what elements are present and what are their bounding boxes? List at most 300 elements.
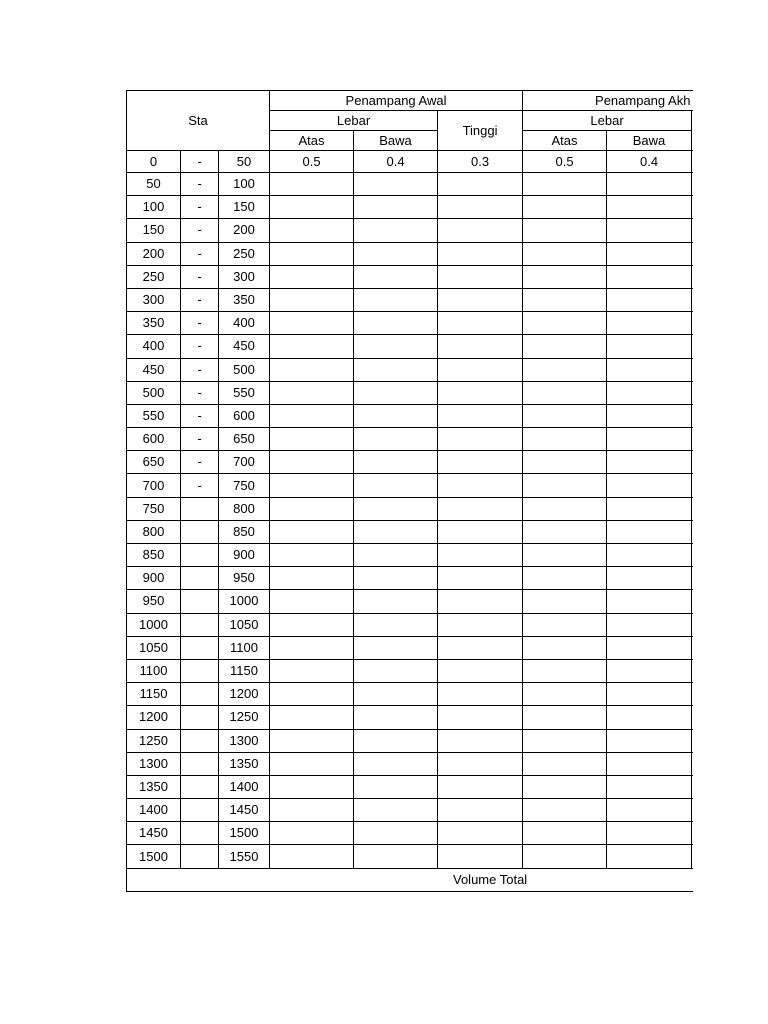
awal-tinggi-cell[interactable] bbox=[438, 706, 523, 729]
awal-bawa-cell[interactable] bbox=[354, 590, 438, 613]
akhir-tinggi-cell[interactable] bbox=[692, 219, 693, 242]
akhir-atas-cell[interactable] bbox=[523, 613, 607, 636]
awal-tinggi-cell[interactable] bbox=[438, 544, 523, 567]
sta-to-cell[interactable]: 600 bbox=[219, 404, 270, 427]
sta-to-cell[interactable]: 750 bbox=[219, 474, 270, 497]
table-row bbox=[127, 335, 694, 358]
sta-separator-cell[interactable] bbox=[181, 590, 219, 613]
akhir-bawa-cell[interactable] bbox=[607, 822, 692, 845]
akhir-bawa-cell[interactable] bbox=[607, 775, 692, 798]
sta-to-cell[interactable]: 300 bbox=[219, 265, 270, 288]
awal-bawa-cell[interactable] bbox=[354, 567, 438, 590]
sta-to-cell[interactable]: 1100 bbox=[219, 636, 270, 659]
table-row bbox=[127, 358, 694, 381]
awal-bawa-cell[interactable] bbox=[354, 335, 438, 358]
sta-separator-cell[interactable] bbox=[181, 822, 219, 845]
awal-tinggi-cell[interactable]: 0.3 bbox=[438, 151, 523, 173]
sta-to-cell[interactable]: 950 bbox=[219, 567, 270, 590]
awal-bawa-cell[interactable] bbox=[354, 404, 438, 427]
sta-from-cell[interactable]: 1100 bbox=[127, 659, 181, 682]
awal-tinggi-cell[interactable] bbox=[438, 404, 523, 427]
sta-separator-cell[interactable]: - bbox=[181, 265, 219, 288]
akhir-atas-cell[interactable] bbox=[523, 775, 607, 798]
awal-lebar-header: Lebar bbox=[270, 111, 438, 131]
akhir-tinggi-cell[interactable] bbox=[692, 242, 693, 265]
sta-to-cell[interactable]: 150 bbox=[219, 196, 270, 219]
akhir-tinggi-cell[interactable] bbox=[692, 706, 693, 729]
akhir-atas-cell[interactable] bbox=[523, 265, 607, 288]
penampang-awal-header: Penampang Awal bbox=[270, 91, 523, 111]
awal-atas-cell[interactable] bbox=[270, 312, 354, 335]
sta-to-cell[interactable]: 700 bbox=[219, 451, 270, 474]
akhir-tinggi-cell[interactable] bbox=[692, 636, 693, 659]
sta-separator-cell[interactable] bbox=[181, 659, 219, 682]
akhir-bawa-cell[interactable] bbox=[607, 613, 692, 636]
akhir-atas-cell[interactable] bbox=[523, 497, 607, 520]
sta-to-cell[interactable]: 1200 bbox=[219, 683, 270, 706]
akhir-bawa-cell[interactable] bbox=[607, 196, 692, 219]
akhir-tinggi-cell[interactable] bbox=[692, 799, 693, 822]
sta-from-cell[interactable]: 650 bbox=[127, 451, 181, 474]
awal-tinggi-cell[interactable] bbox=[438, 474, 523, 497]
awal-tinggi-cell[interactable] bbox=[438, 428, 523, 451]
sta-from-cell[interactable]: 50 bbox=[127, 173, 181, 196]
sta-header: Sta bbox=[127, 91, 270, 151]
akhir-tinggi-cell[interactable] bbox=[692, 497, 693, 520]
akhir-atas-cell[interactable] bbox=[523, 404, 607, 427]
sta-separator-cell[interactable] bbox=[181, 613, 219, 636]
sta-to-cell[interactable]: 350 bbox=[219, 288, 270, 311]
sta-separator-cell[interactable]: - bbox=[181, 451, 219, 474]
akhir-atas-cell[interactable] bbox=[523, 544, 607, 567]
akhir-bawa-cell[interactable] bbox=[607, 219, 692, 242]
akhir-atas-cell[interactable] bbox=[523, 428, 607, 451]
akhir-bawa-cell[interactable]: 0.4 bbox=[607, 151, 692, 173]
akhir-atas-cell[interactable] bbox=[523, 381, 607, 404]
akhir-atas-cell[interactable] bbox=[523, 590, 607, 613]
sta-separator-cell[interactable]: - bbox=[181, 474, 219, 497]
sta-to-cell[interactable]: 250 bbox=[219, 242, 270, 265]
sta-to-cell[interactable]: 450 bbox=[219, 335, 270, 358]
sta-from-cell[interactable]: 1200 bbox=[127, 706, 181, 729]
table-row bbox=[127, 752, 694, 775]
akhir-bawa-cell[interactable] bbox=[607, 265, 692, 288]
table-row bbox=[127, 196, 694, 219]
awal-atas-cell[interactable] bbox=[270, 544, 354, 567]
akhir-atas-cell[interactable] bbox=[523, 729, 607, 752]
sta-separator-cell[interactable]: - bbox=[181, 428, 219, 451]
awal-tinggi-cell[interactable] bbox=[438, 775, 523, 798]
akhir-atas-cell[interactable] bbox=[523, 659, 607, 682]
awal-bawa-cell[interactable] bbox=[354, 219, 438, 242]
akhir-bawa-cell[interactable] bbox=[607, 567, 692, 590]
akhir-bawa-cell[interactable] bbox=[607, 706, 692, 729]
sta-from-cell[interactable]: 100 bbox=[127, 196, 181, 219]
awal-atas-cell[interactable]: 0.5 bbox=[270, 151, 354, 173]
awal-tinggi-cell[interactable] bbox=[438, 590, 523, 613]
awal-atas-cell[interactable] bbox=[270, 799, 354, 822]
awal-atas-cell[interactable] bbox=[270, 474, 354, 497]
sta-from-cell[interactable]: 350 bbox=[127, 312, 181, 335]
sta-separator-cell[interactable]: - bbox=[181, 358, 219, 381]
table-row bbox=[127, 822, 694, 845]
sta-from-cell[interactable]: 1400 bbox=[127, 799, 181, 822]
akhir-bawa-cell[interactable] bbox=[607, 636, 692, 659]
akhir-tinggi-cell[interactable] bbox=[692, 196, 693, 219]
akhir-atas-cell[interactable] bbox=[523, 173, 607, 196]
sta-to-cell[interactable]: 400 bbox=[219, 312, 270, 335]
awal-tinggi-cell[interactable] bbox=[438, 196, 523, 219]
awal-atas-cell[interactable] bbox=[270, 451, 354, 474]
awal-bawa-cell[interactable] bbox=[354, 358, 438, 381]
awal-atas-cell[interactable] bbox=[270, 636, 354, 659]
akhir-tinggi-cell[interactable] bbox=[692, 775, 693, 798]
awal-bawa-cell[interactable] bbox=[354, 775, 438, 798]
awal-atas-cell[interactable] bbox=[270, 219, 354, 242]
sta-to-cell[interactable]: 1000 bbox=[219, 590, 270, 613]
awal-tinggi-cell[interactable] bbox=[438, 659, 523, 682]
sta-separator-cell[interactable] bbox=[181, 683, 219, 706]
awal-atas-cell[interactable] bbox=[270, 520, 354, 543]
akhir-bawa-cell[interactable] bbox=[607, 752, 692, 775]
sta-from-cell[interactable]: 550 bbox=[127, 404, 181, 427]
sta-to-cell[interactable]: 550 bbox=[219, 381, 270, 404]
sta-from-cell[interactable]: 0 bbox=[127, 151, 181, 173]
sta-separator-cell[interactable]: - bbox=[181, 151, 219, 173]
awal-atas-cell[interactable] bbox=[270, 729, 354, 752]
sta-separator-cell[interactable] bbox=[181, 845, 219, 868]
sta-from-cell[interactable]: 1050 bbox=[127, 636, 181, 659]
awal-bawa-cell[interactable] bbox=[354, 520, 438, 543]
sta-to-cell[interactable]: 1450 bbox=[219, 799, 270, 822]
sta-from-cell[interactable]: 750 bbox=[127, 497, 181, 520]
akhir-tinggi-cell[interactable] bbox=[692, 613, 693, 636]
sta-from-cell[interactable]: 600 bbox=[127, 428, 181, 451]
akhir-tinggi-cell[interactable] bbox=[692, 288, 693, 311]
akhir-atas-cell[interactable] bbox=[523, 335, 607, 358]
akhir-tinggi-cell[interactable] bbox=[692, 544, 693, 567]
sta-from-cell[interactable]: 800 bbox=[127, 520, 181, 543]
sta-from-cell[interactable]: 1250 bbox=[127, 729, 181, 752]
awal-atas-cell[interactable] bbox=[270, 404, 354, 427]
awal-bawa-cell[interactable] bbox=[354, 613, 438, 636]
awal-tinggi-cell[interactable] bbox=[438, 173, 523, 196]
awal-bawa-cell[interactable]: 0.4 bbox=[354, 151, 438, 173]
awal-bawa-cell[interactable] bbox=[354, 822, 438, 845]
awal-tinggi-cell[interactable] bbox=[438, 729, 523, 752]
sta-from-cell[interactable]: 1000 bbox=[127, 613, 181, 636]
sta-separator-cell[interactable]: - bbox=[181, 242, 219, 265]
awal-bawa-cell[interactable] bbox=[354, 265, 438, 288]
sta-separator-cell[interactable]: - bbox=[181, 381, 219, 404]
akhir-bawa-cell[interactable] bbox=[607, 381, 692, 404]
akhir-bawa-cell[interactable] bbox=[607, 497, 692, 520]
awal-tinggi-cell[interactable] bbox=[438, 451, 523, 474]
akhir-tinggi-cell[interactable] bbox=[692, 752, 693, 775]
awal-tinggi-cell[interactable] bbox=[438, 822, 523, 845]
awal-bawa-cell[interactable] bbox=[354, 636, 438, 659]
awal-tinggi-cell[interactable] bbox=[438, 799, 523, 822]
akhir-tinggi-cell[interactable] bbox=[692, 822, 693, 845]
akhir-tinggi-cell[interactable] bbox=[692, 659, 693, 682]
sta-from-cell[interactable]: 1150 bbox=[127, 683, 181, 706]
sta-to-cell[interactable]: 1150 bbox=[219, 659, 270, 682]
awal-atas-cell[interactable] bbox=[270, 196, 354, 219]
akhir-atas-cell[interactable] bbox=[523, 567, 607, 590]
akhir-tinggi-cell[interactable] bbox=[692, 173, 693, 196]
awal-tinggi-cell[interactable] bbox=[438, 683, 523, 706]
akhir-tinggi-cell[interactable] bbox=[692, 683, 693, 706]
sta-from-cell[interactable]: 300 bbox=[127, 288, 181, 311]
sta-separator-cell[interactable] bbox=[181, 775, 219, 798]
awal-tinggi-cell[interactable] bbox=[438, 752, 523, 775]
table-row bbox=[127, 265, 694, 288]
sta-from-cell[interactable]: 850 bbox=[127, 544, 181, 567]
awal-bawa-cell[interactable] bbox=[354, 544, 438, 567]
awal-tinggi-cell[interactable] bbox=[438, 265, 523, 288]
sta-to-cell[interactable]: 100 bbox=[219, 173, 270, 196]
sta-to-cell[interactable]: 650 bbox=[219, 428, 270, 451]
awal-tinggi-cell[interactable] bbox=[438, 613, 523, 636]
akhir-atas-cell[interactable] bbox=[523, 288, 607, 311]
awal-bawa-cell[interactable] bbox=[354, 288, 438, 311]
akhir-atas-cell[interactable] bbox=[523, 451, 607, 474]
sta-to-cell[interactable]: 1350 bbox=[219, 752, 270, 775]
awal-atas-cell[interactable] bbox=[270, 428, 354, 451]
akhir-bawa-cell[interactable] bbox=[607, 451, 692, 474]
akhir-bawa-cell[interactable] bbox=[607, 335, 692, 358]
sta-separator-cell[interactable] bbox=[181, 497, 219, 520]
sta-to-cell[interactable]: 1550 bbox=[219, 845, 270, 868]
awal-atas-cell[interactable] bbox=[270, 845, 354, 868]
awal-atas-cell[interactable] bbox=[270, 613, 354, 636]
awal-atas-cell[interactable] bbox=[270, 358, 354, 381]
awal-bawa-cell[interactable] bbox=[354, 451, 438, 474]
akhir-bawa-cell[interactable] bbox=[607, 428, 692, 451]
sta-to-cell[interactable]: 850 bbox=[219, 520, 270, 543]
sta-separator-cell[interactable]: - bbox=[181, 335, 219, 358]
akhir-tinggi-cell[interactable] bbox=[692, 845, 693, 868]
sta-to-cell[interactable]: 1050 bbox=[219, 613, 270, 636]
sta-separator-cell[interactable] bbox=[181, 752, 219, 775]
sta-from-cell[interactable]: 1450 bbox=[127, 822, 181, 845]
sta-from-cell[interactable]: 950 bbox=[127, 590, 181, 613]
awal-atas-cell[interactable] bbox=[270, 335, 354, 358]
akhir-bawa-cell[interactable] bbox=[607, 474, 692, 497]
sta-separator-cell[interactable] bbox=[181, 520, 219, 543]
akhir-atas-cell[interactable] bbox=[523, 520, 607, 543]
akhir-bawa-cell[interactable] bbox=[607, 659, 692, 682]
akhir-atas-cell[interactable] bbox=[523, 822, 607, 845]
sta-separator-cell[interactable] bbox=[181, 636, 219, 659]
awal-atas-cell[interactable] bbox=[270, 567, 354, 590]
akhir-atas-cell[interactable] bbox=[523, 683, 607, 706]
sta-separator-cell[interactable]: - bbox=[181, 288, 219, 311]
awal-tinggi-cell[interactable] bbox=[438, 845, 523, 868]
akhir-atas-cell[interactable] bbox=[523, 242, 607, 265]
sta-from-cell[interactable]: 150 bbox=[127, 219, 181, 242]
table-row bbox=[127, 381, 694, 404]
sta-separator-cell[interactable] bbox=[181, 729, 219, 752]
awal-tinggi-cell[interactable] bbox=[438, 288, 523, 311]
sta-separator-cell[interactable] bbox=[181, 567, 219, 590]
sta-from-cell[interactable]: 200 bbox=[127, 242, 181, 265]
sta-to-cell[interactable]: 1300 bbox=[219, 729, 270, 752]
akhir-tinggi-cell[interactable] bbox=[692, 451, 693, 474]
awal-atas-cell[interactable] bbox=[270, 775, 354, 798]
awal-atas-cell[interactable] bbox=[270, 288, 354, 311]
table-row bbox=[127, 567, 694, 590]
akhir-atas-cell[interactable] bbox=[523, 358, 607, 381]
awal-bawa-cell[interactable] bbox=[354, 428, 438, 451]
sta-from-cell[interactable]: 1350 bbox=[127, 775, 181, 798]
awal-atas-cell[interactable] bbox=[270, 659, 354, 682]
sta-from-cell[interactable]: 250 bbox=[127, 265, 181, 288]
sta-to-cell[interactable]: 1500 bbox=[219, 822, 270, 845]
table-row bbox=[127, 451, 694, 474]
akhir-atas-cell[interactable] bbox=[523, 312, 607, 335]
akhir-tinggi-cell[interactable] bbox=[692, 335, 693, 358]
awal-tinggi-cell[interactable] bbox=[438, 381, 523, 404]
sta-to-cell[interactable]: 1400 bbox=[219, 775, 270, 798]
awal-atas-cell[interactable] bbox=[270, 242, 354, 265]
awal-bawa-cell[interactable] bbox=[354, 659, 438, 682]
awal-tinggi-cell[interactable] bbox=[438, 567, 523, 590]
sta-separator-cell[interactable]: - bbox=[181, 219, 219, 242]
awal-bawa-cell[interactable] bbox=[354, 729, 438, 752]
sta-separator-cell[interactable] bbox=[181, 706, 219, 729]
akhir-bawa-cell[interactable] bbox=[607, 799, 692, 822]
table-row bbox=[127, 242, 694, 265]
awal-atas-header: Atas bbox=[270, 131, 354, 151]
awal-bawa-cell[interactable] bbox=[354, 381, 438, 404]
akhir-atas-cell[interactable]: 0.5 bbox=[523, 151, 607, 173]
awal-tinggi-cell[interactable] bbox=[438, 636, 523, 659]
awal-tinggi-cell[interactable] bbox=[438, 335, 523, 358]
akhir-tinggi-cell[interactable] bbox=[692, 520, 693, 543]
table-row bbox=[127, 799, 694, 822]
akhir-atas-cell[interactable] bbox=[523, 752, 607, 775]
sheet-viewport bbox=[126, 90, 693, 900]
akhir-bawa-cell[interactable] bbox=[607, 544, 692, 567]
akhir-tinggi-cell[interactable] bbox=[692, 428, 693, 451]
akhir-tinggi-cell[interactable] bbox=[692, 590, 693, 613]
awal-atas-cell[interactable] bbox=[270, 822, 354, 845]
akhir-tinggi-cell[interactable] bbox=[692, 312, 693, 335]
akhir-bawa-cell[interactable] bbox=[607, 845, 692, 868]
akhir-atas-cell[interactable] bbox=[523, 636, 607, 659]
awal-atas-cell[interactable] bbox=[270, 497, 354, 520]
akhir-atas-cell[interactable] bbox=[523, 706, 607, 729]
akhir-bawa-header: Bawa bbox=[607, 131, 692, 151]
sta-to-cell[interactable]: 1250 bbox=[219, 706, 270, 729]
akhir-tinggi-cell[interactable] bbox=[692, 567, 693, 590]
awal-bawa-cell[interactable] bbox=[354, 242, 438, 265]
akhir-atas-cell[interactable] bbox=[523, 219, 607, 242]
sta-separator-cell[interactable]: - bbox=[181, 173, 219, 196]
sta-to-cell[interactable]: 500 bbox=[219, 358, 270, 381]
akhir-tinggi-cell[interactable] bbox=[692, 151, 693, 173]
awal-bawa-cell[interactable] bbox=[354, 312, 438, 335]
akhir-bawa-cell[interactable] bbox=[607, 358, 692, 381]
akhir-bawa-cell[interactable] bbox=[607, 288, 692, 311]
akhir-atas-cell[interactable] bbox=[523, 845, 607, 868]
sta-separator-cell[interactable]: - bbox=[181, 404, 219, 427]
sta-separator-cell[interactable]: - bbox=[181, 196, 219, 219]
sta-to-cell[interactable]: 200 bbox=[219, 219, 270, 242]
sta-from-cell[interactable]: 450 bbox=[127, 358, 181, 381]
table-row bbox=[127, 544, 694, 567]
sta-separator-cell[interactable] bbox=[181, 799, 219, 822]
akhir-bawa-cell[interactable] bbox=[607, 404, 692, 427]
akhir-bawa-cell[interactable] bbox=[607, 242, 692, 265]
akhir-bawa-cell[interactable] bbox=[607, 590, 692, 613]
awal-atas-cell[interactable] bbox=[270, 590, 354, 613]
awal-atas-cell[interactable] bbox=[270, 381, 354, 404]
awal-tinggi-cell[interactable] bbox=[438, 242, 523, 265]
awal-tinggi-cell[interactable] bbox=[438, 219, 523, 242]
sta-from-cell[interactable]: 900 bbox=[127, 567, 181, 590]
awal-tinggi-cell[interactable] bbox=[438, 358, 523, 381]
akhir-tinggi-cell[interactable] bbox=[692, 265, 693, 288]
akhir-bawa-cell[interactable] bbox=[607, 173, 692, 196]
awal-atas-cell[interactable] bbox=[270, 173, 354, 196]
awal-bawa-cell[interactable] bbox=[354, 173, 438, 196]
awal-atas-cell[interactable] bbox=[270, 752, 354, 775]
akhir-atas-cell[interactable] bbox=[523, 474, 607, 497]
sta-separator-cell[interactable]: - bbox=[181, 312, 219, 335]
awal-bawa-cell[interactable] bbox=[354, 196, 438, 219]
akhir-atas-cell[interactable] bbox=[523, 196, 607, 219]
sta-to-cell[interactable]: 800 bbox=[219, 497, 270, 520]
awal-atas-cell[interactable] bbox=[270, 683, 354, 706]
awal-bawa-cell[interactable] bbox=[354, 474, 438, 497]
sta-from-cell[interactable]: 1300 bbox=[127, 752, 181, 775]
akhir-bawa-cell[interactable] bbox=[607, 683, 692, 706]
akhir-bawa-cell[interactable] bbox=[607, 729, 692, 752]
akhir-tinggi-cell[interactable] bbox=[692, 358, 693, 381]
sta-to-cell[interactable]: 50 bbox=[219, 151, 270, 173]
awal-atas-cell[interactable] bbox=[270, 265, 354, 288]
awal-tinggi-cell[interactable] bbox=[438, 497, 523, 520]
table-row bbox=[127, 497, 694, 520]
awal-bawa-cell[interactable] bbox=[354, 706, 438, 729]
akhir-atas-cell[interactable] bbox=[523, 799, 607, 822]
sta-to-cell[interactable]: 900 bbox=[219, 544, 270, 567]
table-row bbox=[127, 312, 694, 335]
akhir-tinggi-cell[interactable] bbox=[692, 404, 693, 427]
akhir-bawa-cell[interactable] bbox=[607, 520, 692, 543]
awal-atas-cell[interactable] bbox=[270, 706, 354, 729]
awal-bawa-cell[interactable] bbox=[354, 845, 438, 868]
sta-from-cell[interactable]: 700 bbox=[127, 474, 181, 497]
sta-from-cell[interactable]: 500 bbox=[127, 381, 181, 404]
awal-tinggi-cell[interactable] bbox=[438, 520, 523, 543]
total-row bbox=[127, 868, 694, 891]
akhir-tinggi-cell[interactable] bbox=[692, 381, 693, 404]
akhir-tinggi-cell[interactable] bbox=[692, 474, 693, 497]
awal-tinggi-cell[interactable] bbox=[438, 312, 523, 335]
awal-bawa-cell[interactable] bbox=[354, 683, 438, 706]
awal-bawa-cell[interactable] bbox=[354, 752, 438, 775]
awal-bawa-cell[interactable] bbox=[354, 497, 438, 520]
akhir-tinggi-cell[interactable] bbox=[692, 729, 693, 752]
akhir-bawa-cell[interactable] bbox=[607, 312, 692, 335]
sta-separator-cell[interactable] bbox=[181, 544, 219, 567]
sta-from-cell[interactable]: 400 bbox=[127, 335, 181, 358]
awal-bawa-cell[interactable] bbox=[354, 799, 438, 822]
sta-from-cell[interactable]: 1500 bbox=[127, 845, 181, 868]
